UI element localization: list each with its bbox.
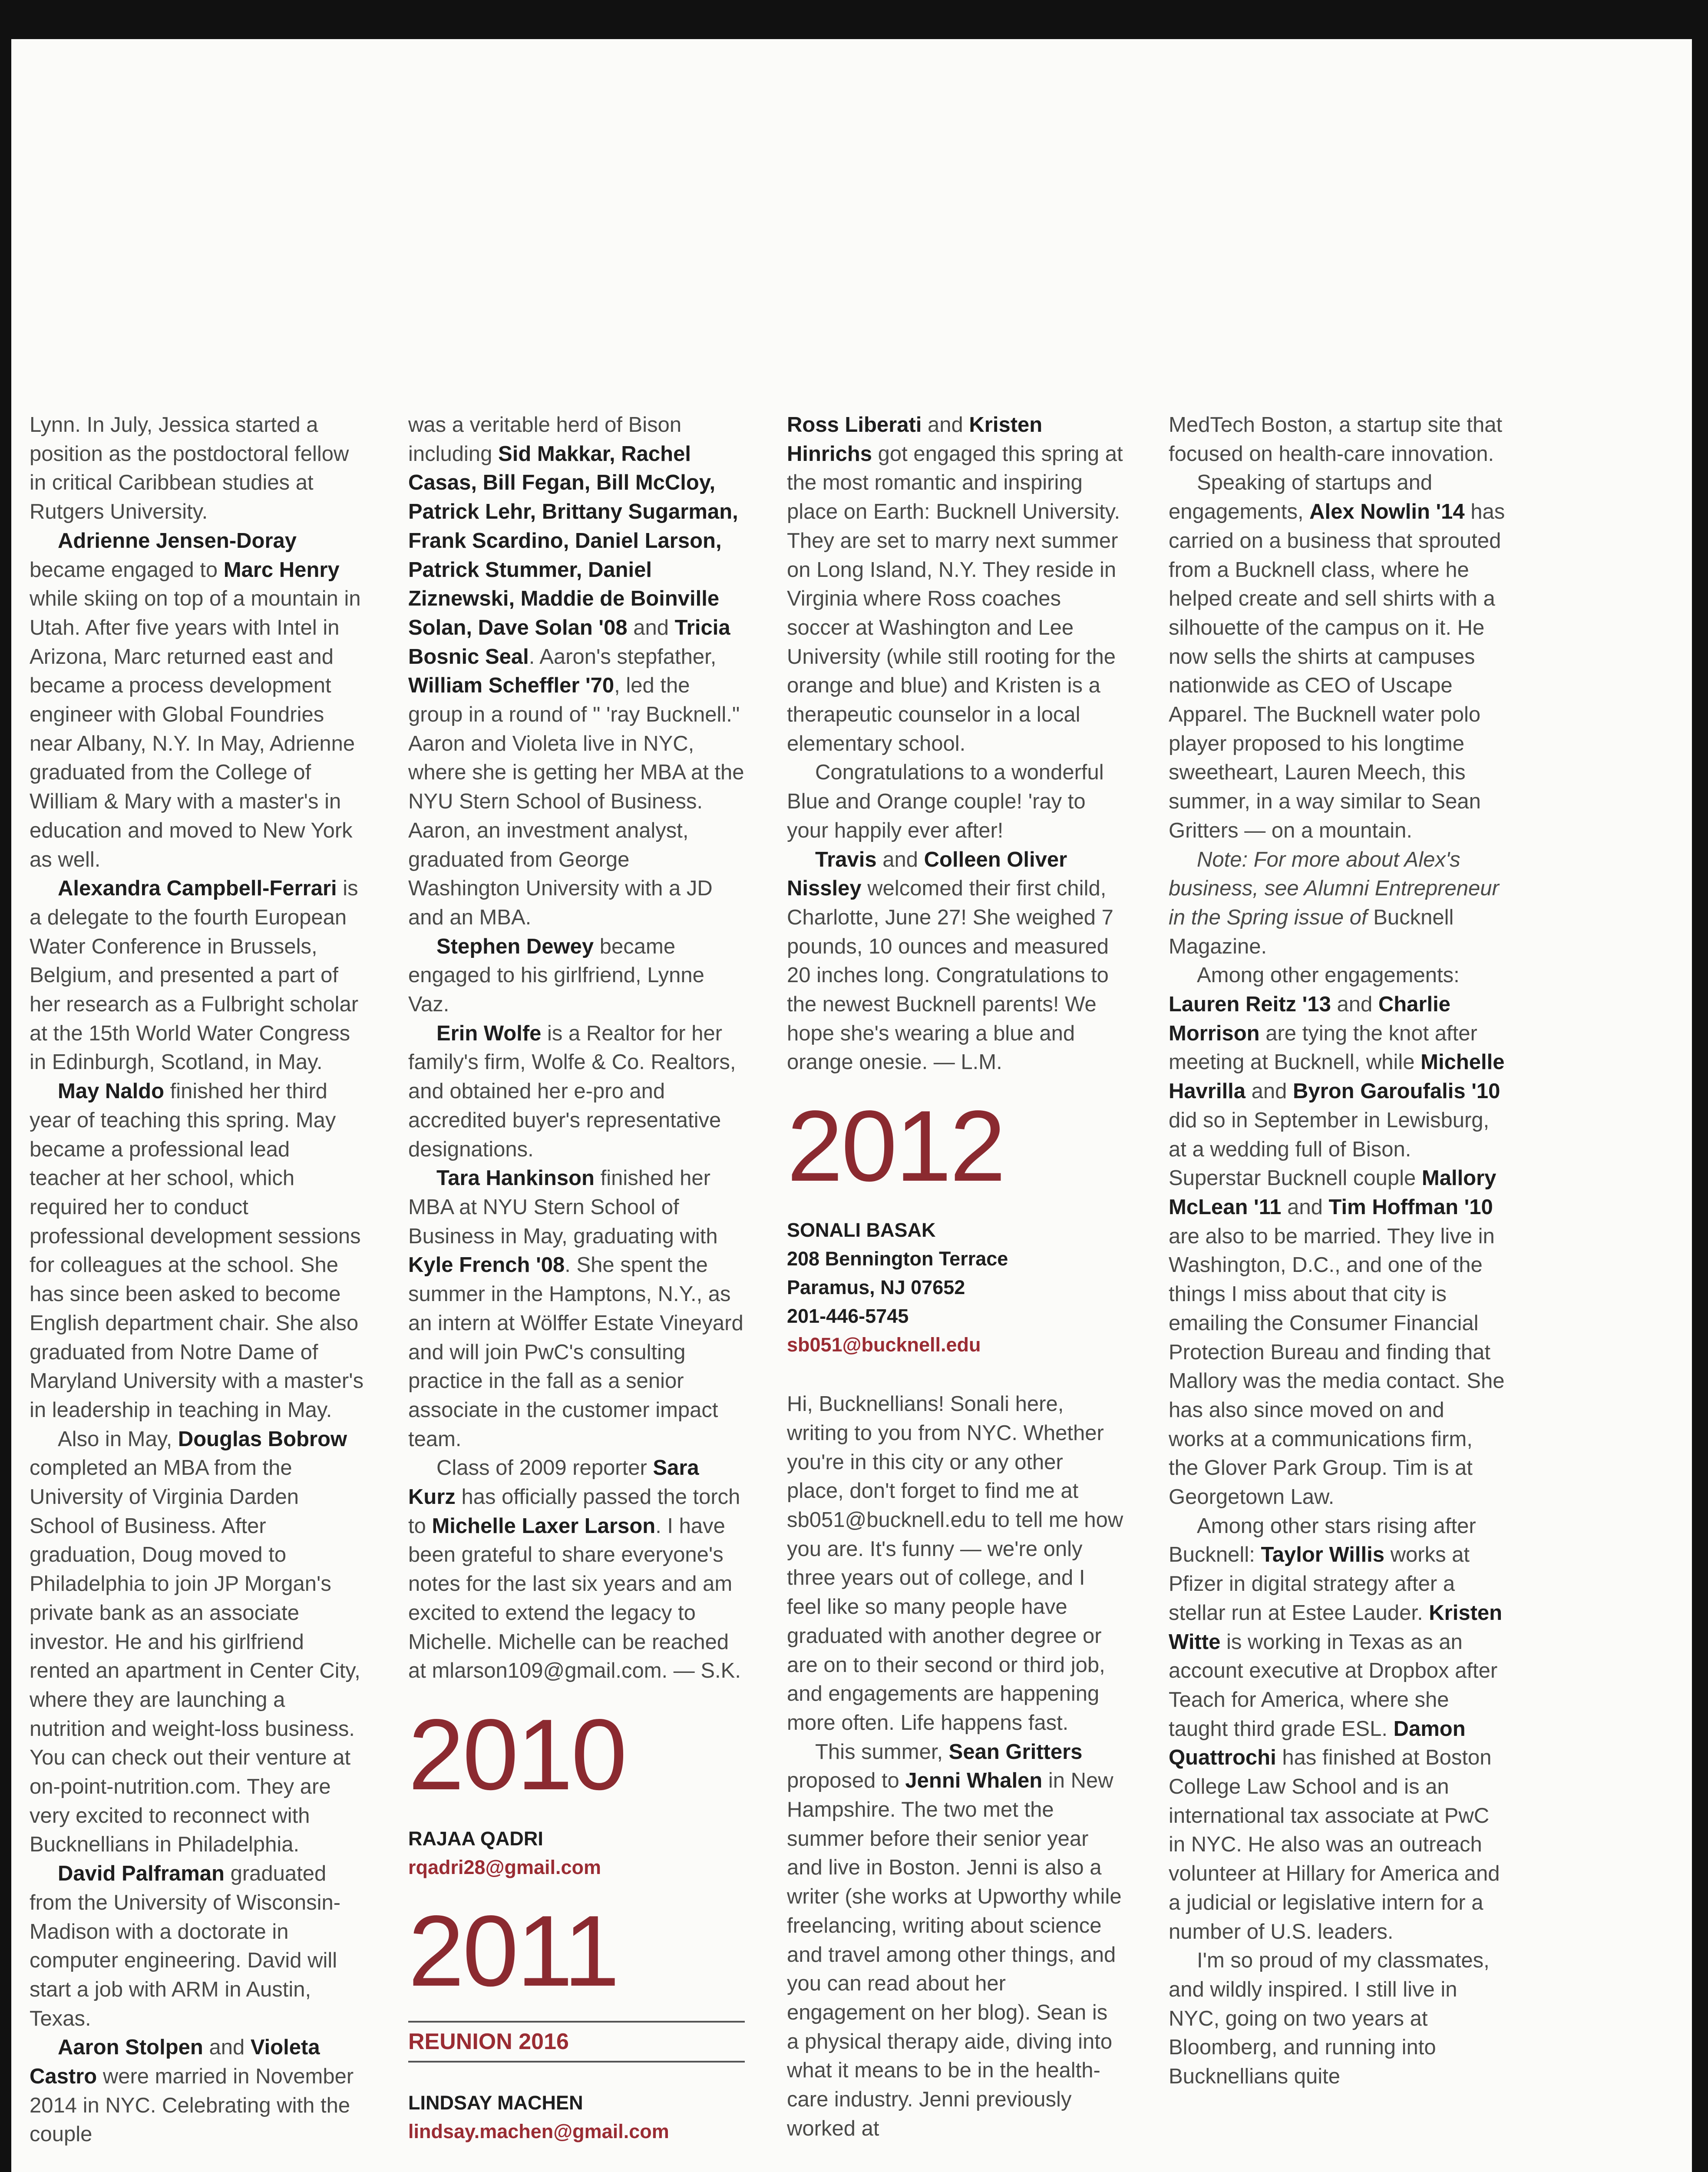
paragraph: Hi, Bucknellians! Sonali here, writing to you from NYC. Whether you're in this city or any other place, don't forget to find me at sb051@bucknell.edu to tell me how you are. It's funny — we're only three years out of college, and I feel like so many people have graduated with another degree or are on to their second or third job, and engagements are happening more often. Life happens fast. [787,1392,1123,1735]
paragraph: Alexandra Campbell-Ferrari is a delegate to the fourth European Water Conference in Brussels, Belgium, and presented a part of her research as a Fulbright scholar at the 15th World Water Congress in Edinburgh, Scotland, in May. [30,877,359,1074]
class-year-heading: 2012 [787,1090,1004,1203]
paragraph: MedTech Boston, a startup site that focused on health-care innovation. [1169,413,1503,466]
paragraph: was a veritable herd of Bison including Sid Makkar, Rachel Casas, Bill Fegan, Bill McCloy, Patrick Lehr, Brittany Sugarman, Frank Scardino, Daniel Larson, Patrick Stummer, Daniel Ziznewski, Maddie de Boinville Solan, Dave Solan '08 and Tricia Bosnic Seal. Aaron's stepfather, William Scheffler '70, led the group in a round of " 'ray Bucknell." Aaron and Violeta live in NYC, where she is getting her MBA at the NYU Stern School of Business. Aaron, an investment analyst, graduated from George Washington University with a JD and an MBA. [408,413,744,929]
paragraph: Erin Wolfe is a Realtor for her family's firm, Wolfe & Co. Realtors, and obtained her e-pro and accredited buyer's representative designations. [408,1021,736,1161]
reporter-email: lindsay.machen@gmail.com [408,2120,669,2142]
class-2011-section [408,1894,745,2146]
paragraph: Class of 2009 reporter Sara Kurz has officially passed the torch to Michelle Laxer Larson. I have been grateful to share everyone's notes for the last six years and am excited to extend the legacy to Michelle. Michelle can be reached at mlarson109@gmail.com. — S.K. [408,1456,741,1683]
paragraph: Among other stars rising after Bucknell: Taylor Willis works at Pfizer in digital strategy after a stellar run at Estee Lauder. Kristen Witte is working in Texas as an account executive at Dropbox after Teach for America, where she taught third grade ESL. Damon Quattrochi has finished at Boston College Law School and is an international tax associate at PwC in NYC. He also was an outreach volunteer at Hillary for America and a judicial or legislative intern for a number of U.S. leaders. [1169,1514,1503,1944]
class-notes-column-2 [408,411,745,2146]
editor-note: Note: For more about Alex's business, see Alumni Entrepreneur in the Spring issue of Bucknell Magazine. [1169,848,1499,958]
reporter-name: SONALI BASAK [787,1219,936,1242]
paragraph: Speaking of startups and engagements, Alex Nowlin '14 has carried on a business that sprouted from a Bucknell class, where he helped create and sell shirts with a silhouette of the campus on it. He now sells the shirts at campuses nationwide as CEO of Uscape Apparel. The Bucknell water polo player proposed to his longtime sweetheart, Lauren Meech, this summer, in a way similar to Sean Gritters — on a mountain. [1169,471,1505,842]
paragraph: Adrienne Jensen-Doray became engaged to Marc Henry while skiing on top of a mountain in Utah. After five years with Intel in Arizona, Marc returned east and became a process development engineer with Global Foundries near Albany, N.Y. In May, Adrienne graduated from the College of William & Mary with a master's in education and moved to New York as well. [30,529,361,871]
reporter-name: RAJAA QADRI [408,1827,543,1850]
paragraph: Travis and Colleen Oliver Nissley welcomed their first child, Charlotte, June 27! She weighed 7 pounds, 10 ounces and measured 20 inches long. Congratulations to the newest Bucknell parents! We hope she's wearing a blue and orange onesie. — L.M. [787,848,1113,1074]
paragraph: David Palframan graduated from the University of Wisconsin-Madison with a doctorate in computer engineering. David will start a job with ARM in Austin, Texas. [30,1862,341,2030]
paragraph: Congratulations to a wonderful Blue and Orange couple! 'ray to your happily ever after! [787,761,1104,842]
paragraph: Stephen Dewey became engaged to his girlfriend, Lynne Vaz. [408,934,704,1016]
reporter-city: Paramus, NJ 07652 [787,1276,965,1299]
magazine-page [11,39,1692,2172]
paragraph: Among other engagements: Lauren Reitz '13 and Charlie Morrison are tying the knot after meeting at Bucknell, while Michelle Havrilla and Byron Garoufalis '10 did so in September in Lewisburg, at a wedding full of Bison. Superstar Bucknell couple Mallory McLean '11 and Tim Hoffman '10 are also to be married. They live in Washington, D.C., and one of the things I miss about that city is emailing the Consumer Financial Protection Bureau and finding that Mallory was the media contact. She has also since moved on and works at a communications firm, the Glover Park Group. Tim is at Georgetown Law. [1169,963,1505,1509]
class-notes-column-3 [787,411,1123,2143]
paragraph: May Naldo finished her third year of teaching this spring. May became a professional lead teacher at her school, which required her to conduct professional development sessions for colleagues at the school. She has since been asked to become English department chair. She also graduated from Notre Dame of Maryland University with a master's in leadership in teaching in May. [30,1079,364,1422]
class-2010-section [408,1698,745,1882]
class-year-heading: 2010 [408,1698,626,1811]
class-2012-section [787,1090,1123,1359]
paragraph: Ross Liberati and Kristen Hinrichs got engaged this spring at the most romantic and inspiring place on Earth: Bucknell University. They are set to marry next summer on Long Island, N.Y. They reside in Virginia where Ross coaches soccer at Washington and Lee University (while still rooting for the orange and blue) and Kristen is a therapeutic counselor in a local elementary school. [787,413,1123,755]
paragraph: Aaron Stolpen and Violeta Castro were married in November 2014 in NYC. Celebrating with the couple [30,2036,354,2146]
paragraph: Tara Hankinson finished her MBA at NYU Stern School of Business in May, graduating with Kyle French '08. She spent the summer in the Hamptons, N.Y., as an intern at Wölffer Estate Vineyard and will join PwC's consulting practice in the fall as a senior associate in the customer impact team. [408,1166,743,1451]
paragraph: I'm so proud of my classmates, and wildly inspired. I still live in NYC, going on two years at Bloomberg, and running into Bucknellians quite [1169,1949,1490,2089]
reunion-banner: REUNION 2016 [408,2021,745,2063]
paragraph: Lynn. In July, Jessica started a position as the postdoctoral fellow in critical Caribbean studies at Rutgers University. [30,413,349,524]
class-notes-column-4 [1169,411,1505,2091]
class-year-heading: 2011 [408,1894,618,2007]
reporter-address: 208 Bennington Terrace [787,1248,1008,1270]
reporter-email: sb051@bucknell.edu [787,1334,981,1356]
paragraph: This summer, Sean Gritters proposed to Jenni Whalen in New Hampshire. The two met the summer before their senior year and live in Boston. Jenni is also a writer (she works at Upworthy while freelancing, writing about science and travel among other things, and you can read about her engagement on her blog). Sean is a physical therapy aide, diving into what it means to be in the health-care industry. Jenni previously worked at [787,1740,1122,2140]
reporter-email: rqadri28@gmail.com [408,1856,601,1878]
reporter-name: LINDSAY MACHEN [408,2091,583,2114]
reporter-phone: 201-446-5745 [787,1305,909,1328]
paragraph: Also in May, Douglas Bobrow completed an MBA from the University of Virginia Darden School of Business. After graduation, Doug moved to Philadelphia to join JP Morgan's private bank as an associate investor. He and his girlfriend rented an apartment in Center City, where they are launching a nutrition and weight-loss business. You can check out their venture at on-point-nutrition.com. They are very excited to reconnect with Bucknellians in Philadelphia. [30,1427,360,1857]
class-notes-column-1 [30,411,366,2149]
